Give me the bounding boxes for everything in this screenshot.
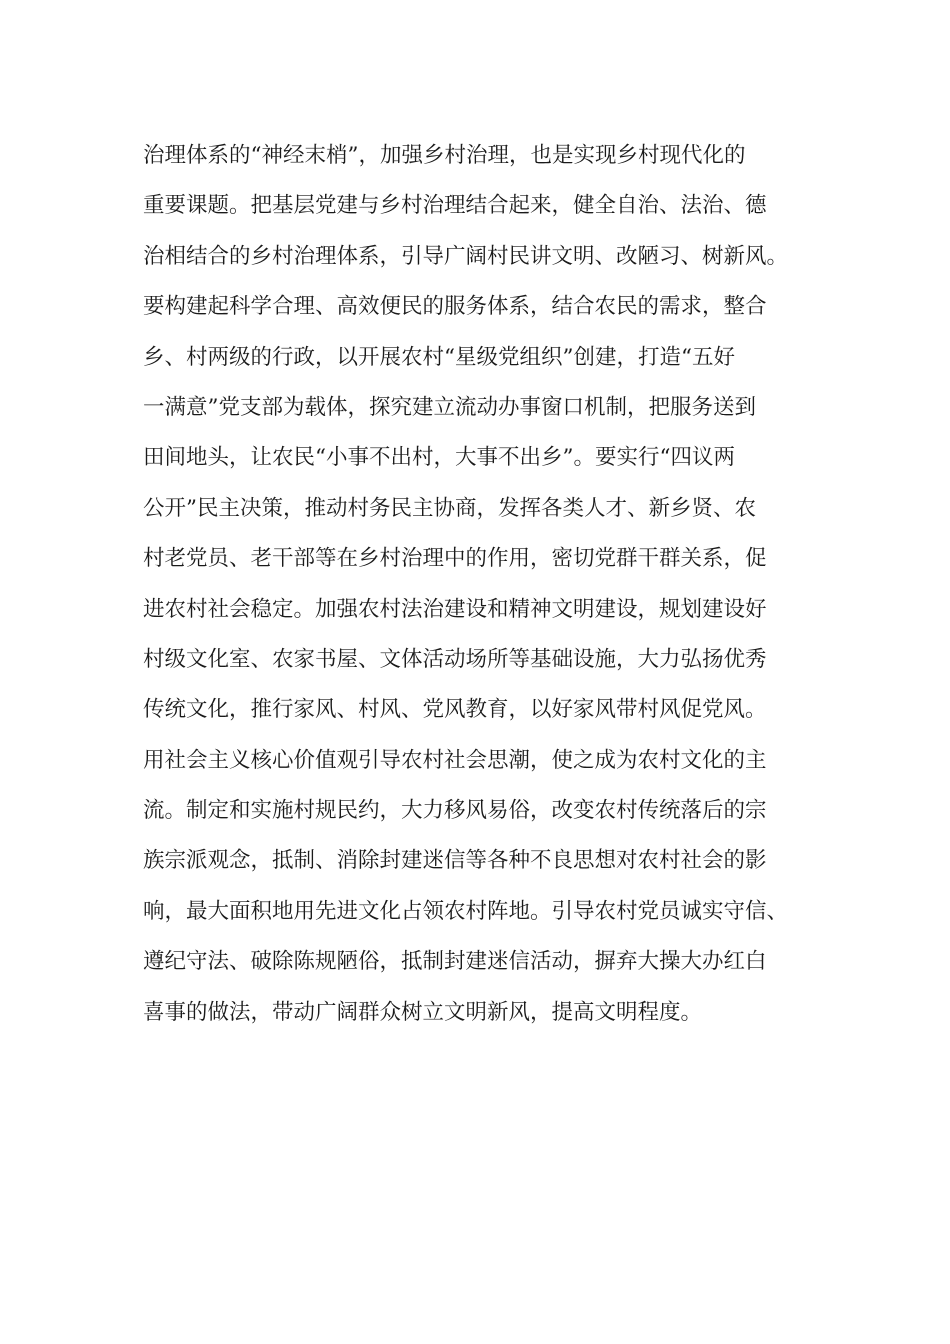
body-paragraph xyxy=(143,131,823,1038)
text-line: 喜事的做法，带动广阔群众树立文明新风，提高文明程度。 xyxy=(143,999,703,1025)
text-line: 响，最大面积地用先进文化占领农村阵地。引导农村党员诚实守信、 xyxy=(143,898,789,924)
text-line: 流。制定和实施村规民约，大力移风易俗，改变农村传统落后的宗 xyxy=(143,798,767,824)
text-line: 治理体系的“神经末梢”，加强乡村治理，也是实现乡村现代化的 xyxy=(143,143,746,168)
text-line: 乡、村两级的行政，以开展农村“星级党组织”创建，打造“五好 xyxy=(143,344,735,370)
text-line: 田间地头，让农民“小事不出村，大事不出乡”。要实行“四议两 xyxy=(143,445,735,471)
text-line: 治相结合的乡村治理体系，引导广阔村民讲文明、改陋习、树新风。 xyxy=(143,243,789,269)
text-line: 传统文化，推行家风、村风、党风教育，以好家风带村风促党风。 xyxy=(143,697,767,723)
text-line: 进农村社会稳定。加强农村法治建设和精神文明建设，规划建设好 xyxy=(143,596,767,622)
text-line: 村老党员、老干部等在乡村治理中的作用，密切党群干群关系，促 xyxy=(143,546,767,572)
text-line: 族宗派观念，抵制、消除封建迷信等各种不良思想对农村社会的影 xyxy=(143,848,767,874)
text-line: 遵纪守法、破除陈规陋俗，抵制封建迷信活动，摒弃大操大办红白 xyxy=(143,949,767,975)
text-line: 要构建起科学合理、高效便民的服务体系，结合农民的需求，整合 xyxy=(143,294,767,320)
text-line: 重要课题。把基层党建与乡村治理结合起来，健全自治、法治、德 xyxy=(143,193,767,219)
text-line: 用社会主义核心价值观引导农村社会思潮，使之成为农村文化的主 xyxy=(143,747,767,773)
text-line: 一满意”党支部为载体，探究建立流动办事窗口机制，把服务送到 xyxy=(143,394,756,420)
text-line: 村级文化室、农家书屋、文体活动场所等基础设施，大力弘扬优秀 xyxy=(143,646,767,672)
text-line: 公开”民主决策，推动村务民主协商，发挥各类人才、新乡贤、农 xyxy=(143,495,756,521)
